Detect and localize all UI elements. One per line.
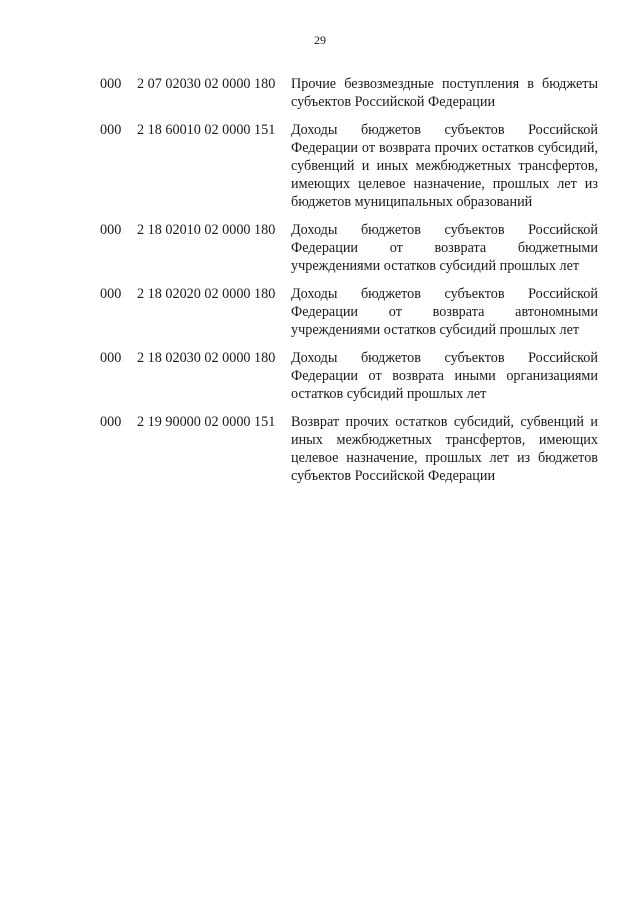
table-row bbox=[0, 75, 640, 111]
table-row bbox=[0, 121, 640, 211]
admin-code: 000 bbox=[100, 76, 122, 92]
table-row bbox=[0, 349, 640, 403]
table-row bbox=[0, 221, 640, 275]
table-row bbox=[0, 285, 640, 339]
budget-classification-code: 2 18 02010 02 0000 180 bbox=[137, 222, 276, 238]
income-description: Возврат прочих остатков субсидий, субвенций и иных межбюджетных трансфертов, имеющих целевое назначение, прошлых лет из бюджетов субъектов Российской Федерации bbox=[291, 414, 598, 484]
admin-code: 000 bbox=[100, 414, 122, 430]
budget-classification-code: 2 18 60010 02 0000 151 bbox=[137, 122, 276, 138]
budget-classification-code: 2 07 02030 02 0000 180 bbox=[137, 76, 276, 92]
table-row bbox=[0, 413, 640, 485]
income-description: Прочие безвозмездные поступления в бюджеты субъектов Российской Федерации bbox=[291, 76, 598, 110]
income-description: Доходы бюджетов субъектов Российской Федерации от возврата бюджетными учреждениями остатков субсидий прошлых лет bbox=[291, 222, 598, 274]
budget-code-table bbox=[0, 75, 640, 495]
admin-code: 000 bbox=[100, 122, 122, 138]
income-description: Доходы бюджетов субъектов Российской Федерации от возврата прочих остатков субсидий, субвенций и иных межбюджетных трансфертов, имеющих целевое назначение, прошлых лет из бюджетов муниципальных образований bbox=[291, 122, 598, 210]
page-number: 29 bbox=[314, 33, 326, 47]
admin-code: 000 bbox=[100, 286, 122, 302]
income-description: Доходы бюджетов субъектов Российской Федерации от возврата автономными учреждениями остатков субсидий прошлых лет bbox=[291, 286, 598, 338]
budget-classification-code: 2 18 02030 02 0000 180 bbox=[137, 350, 276, 366]
budget-classification-code: 2 18 02020 02 0000 180 bbox=[137, 286, 276, 302]
admin-code: 000 bbox=[100, 350, 122, 366]
budget-classification-code: 2 19 90000 02 0000 151 bbox=[137, 414, 276, 430]
income-description: Доходы бюджетов субъектов Российской Федерации от возврата иными организациями остатков субсидий прошлых лет bbox=[291, 350, 598, 402]
admin-code: 000 bbox=[100, 222, 122, 238]
